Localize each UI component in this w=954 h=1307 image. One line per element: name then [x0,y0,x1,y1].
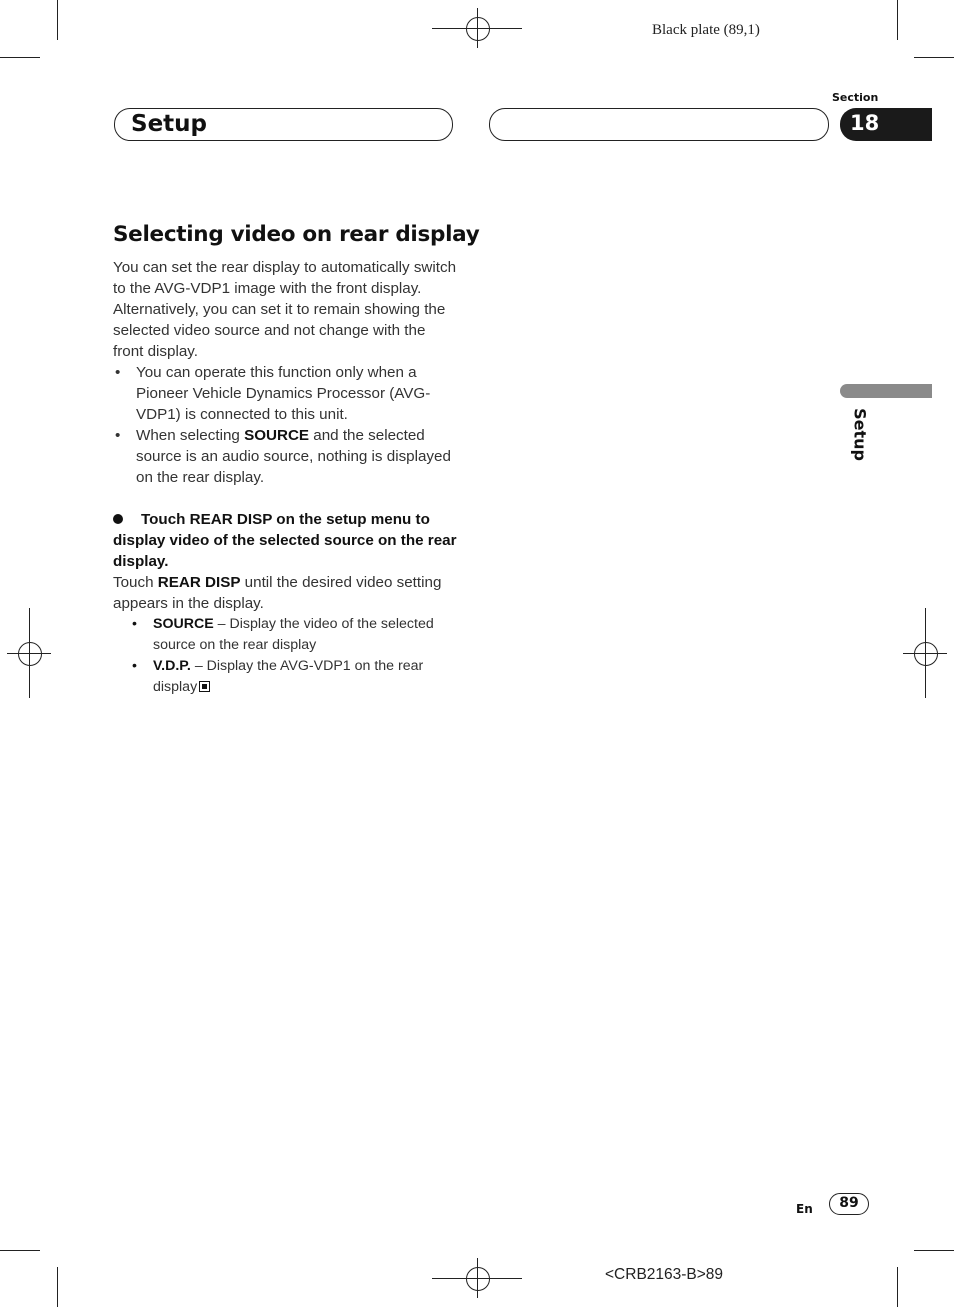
step-bullet-icon [113,514,123,524]
intro-paragraph: You can set the rear display to automatically switch to the AVG-VDP1 image with the front display. Alternatively, you can set it to remain showing the selected video source and not change with the front display. [113,259,457,360]
note-item [113,425,458,488]
side-tab-label: Setup [850,408,870,461]
step-heading [113,509,458,572]
option-item [153,656,458,698]
step-heading-text: Touch REAR DISP on the setup menu to display video of the selected source on the rear display. [113,511,457,570]
step-body-bold: REAR DISP [157,574,241,591]
notes-list [113,362,458,488]
option-item [153,614,458,656]
option-name: V.D.P. [153,658,191,674]
step-body-before: Touch [113,574,158,591]
section-badge [840,108,932,141]
note-item [113,362,458,425]
options-list [113,614,458,698]
option-desc: – Display the video of the selected source on the rear display [153,616,434,653]
footer-code: <CRB2163-B>89 [605,1266,724,1283]
article-title: Selecting video on rear display [113,222,480,247]
option-name: SOURCE [153,616,214,632]
note-text-before: When selecting [136,427,245,444]
step-body [113,572,458,614]
note-text-after: and the selected source is an audio source, nothing is displayed on the rear display. [136,427,451,486]
step-body-after: until the desired video setting appears in the display. [113,574,442,612]
article [113,222,480,698]
header-tab-title: Setup [131,111,207,137]
header-tab-empty [489,108,829,141]
language-label: En [796,1202,813,1216]
end-of-section-icon [199,681,210,692]
note-bold: SOURCE [244,427,310,444]
side-tab-bar [840,384,932,398]
plate-label: Black plate (89,1) [652,22,760,38]
header-tab-setup [114,108,453,141]
note-text: You can operate this function only when a Pioneer Vehicle Dynamics Processor (AVG-VDP1) is connected to this unit. [136,364,431,423]
section-number: 18 [850,111,880,135]
option-desc: – Display the AVG-VDP1 on the rear display [153,658,424,695]
section-label: Section [832,91,879,104]
page-number: 89 [829,1193,869,1215]
